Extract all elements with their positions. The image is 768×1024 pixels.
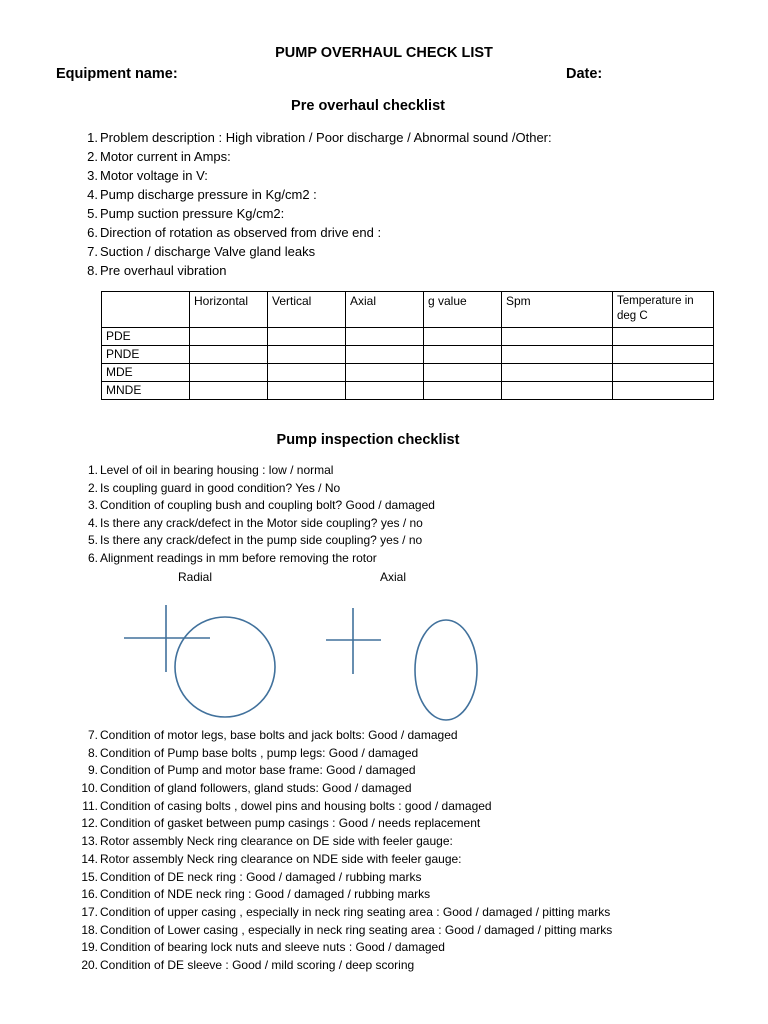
list-item: 1. Problem description : High vibration / Poor discharge / Abnormal sound /Other: (87, 130, 552, 145)
axial-label: Axial (380, 570, 407, 584)
list-item: 4. Pump discharge pressure in Kg/cm2 : (87, 187, 317, 202)
list-item: 5. Pump suction pressure Kg/cm2: (87, 206, 285, 221)
page-title: PUMP OVERHAUL CHECK LIST (275, 45, 493, 61)
list-item: 3. Motor voltage in V: (87, 168, 208, 183)
table-row (102, 346, 714, 364)
row-label: MNDE (102, 382, 190, 400)
table-header-cell: Horizontal (190, 292, 268, 328)
list-item: 12. Condition of gasket between pump casings : Good / needs replacement (81, 816, 481, 831)
list-item: 6. Alignment readings in mm before removing the rotor (87, 550, 377, 565)
table-cell[interactable] (424, 328, 502, 346)
table-header-cell: Temperature in deg C (613, 292, 714, 328)
table-row (102, 328, 714, 346)
radial-diagram (124, 605, 275, 717)
list-item: 18. Condition of Lower casing , especially in neck ring seating area : Good / damaged / pitting marks (81, 922, 613, 937)
table-cell[interactable] (190, 364, 268, 382)
list-item: 14. Rotor assembly Neck ring clearance on NDE side with feeler gauge: (81, 851, 462, 866)
list-item: 1. Level of oil in bearing housing : low / normal (87, 463, 334, 477)
table-cell[interactable] (346, 364, 424, 382)
list-item: 3. Condition of coupling bush and coupling bolt? Good / damaged (87, 498, 435, 513)
table-cell[interactable] (190, 346, 268, 364)
list-item: 4. Is there any crack/defect in the Motor side coupling? yes / no (87, 515, 423, 530)
list-item: 11. Condition of casing bolts , dowel pins and housing bolts : good / damaged (82, 798, 492, 813)
table-cell[interactable] (613, 382, 714, 400)
table-cell[interactable] (613, 328, 714, 346)
list-item: 2. Is coupling guard in good condition? Yes / No (87, 480, 341, 495)
pump-inspection-heading: Pump inspection checklist (276, 432, 460, 448)
list-item: 6. Direction of rotation as observed from drive end : (87, 225, 382, 240)
table-header-cell: Vertical (268, 292, 346, 328)
table-cell[interactable] (346, 328, 424, 346)
date-label: Date: (566, 66, 603, 82)
table-cell[interactable] (268, 328, 346, 346)
table-cell[interactable] (424, 346, 502, 364)
table-header-cell: g value (424, 292, 502, 328)
row-label: PNDE (102, 346, 190, 364)
table-cell[interactable] (346, 382, 424, 400)
radial-label: Radial (178, 570, 213, 584)
list-item: 2. Motor current in Amps: (87, 149, 231, 164)
table-header-cell: Axial (346, 292, 424, 328)
axial-ellipse (415, 620, 477, 720)
vibration-table (101, 291, 714, 400)
table-header-cell: Spm (502, 292, 613, 328)
table-header-cell (102, 292, 190, 328)
table-cell[interactable] (190, 382, 268, 400)
list-item: 5. Is there any crack/defect in the pump side coupling? yes / no (87, 533, 423, 548)
pre-overhaul-heading: Pre overhaul checklist (291, 98, 445, 114)
list-item: 15. Condition of DE neck ring : Good / damaged / rubbing marks (81, 869, 422, 884)
table-cell[interactable] (268, 346, 346, 364)
list-item: 16. Condition of NDE neck ring : Good / damaged / rubbing marks (81, 887, 431, 902)
alignment-diagram (0, 600, 768, 725)
list-item: 8. Pre overhaul vibration (87, 263, 227, 278)
table-row (102, 364, 714, 382)
row-label: MDE (102, 364, 190, 382)
list-item: 13. Rotor assembly Neck ring clearance on DE side with feeler gauge: (81, 834, 453, 849)
list-item: 8. Condition of Pump base bolts , pump legs: Good / damaged (87, 745, 419, 760)
list-item: 9. Condition of Pump and motor base frame: Good / damaged (87, 763, 416, 778)
list-item: 17. Condition of upper casing , especially in neck ring seating area : Good / damaged / pitting marks (81, 904, 611, 919)
table-cell[interactable] (268, 364, 346, 382)
inspection-list (78, 462, 435, 568)
list-item: 20. Condition of DE sleeve : Good / mild scoring / deep scoring (81, 957, 415, 972)
axial-diagram (326, 608, 477, 720)
list-item: 7. Suction / discharge Valve gland leaks (87, 244, 316, 259)
table-cell[interactable] (502, 328, 613, 346)
equipment-name-label: Equipment name: (56, 66, 178, 82)
inspection-list-continued (78, 727, 612, 975)
list-item: 7. Condition of motor legs, base bolts and jack bolts: Good / damaged (87, 728, 458, 742)
table-cell[interactable] (613, 346, 714, 364)
table-cell[interactable] (502, 346, 613, 364)
list-item: 19. Condition of bearing lock nuts and sleeve nuts : Good / damaged (81, 940, 445, 955)
radial-circle (175, 617, 275, 717)
table-cell[interactable] (613, 364, 714, 382)
table-cell[interactable] (190, 328, 268, 346)
table-row (102, 382, 714, 400)
table-cell[interactable] (424, 364, 502, 382)
list-item: 10. Condition of gland followers, gland studs: Good / damaged (81, 781, 412, 796)
table-cell[interactable] (346, 346, 424, 364)
table-header-row (102, 292, 714, 328)
pre-overhaul-list (78, 128, 552, 280)
table-cell[interactable] (424, 382, 502, 400)
table-cell[interactable] (268, 382, 346, 400)
row-label: PDE (102, 328, 190, 346)
table-cell[interactable] (502, 382, 613, 400)
table-cell[interactable] (502, 364, 613, 382)
